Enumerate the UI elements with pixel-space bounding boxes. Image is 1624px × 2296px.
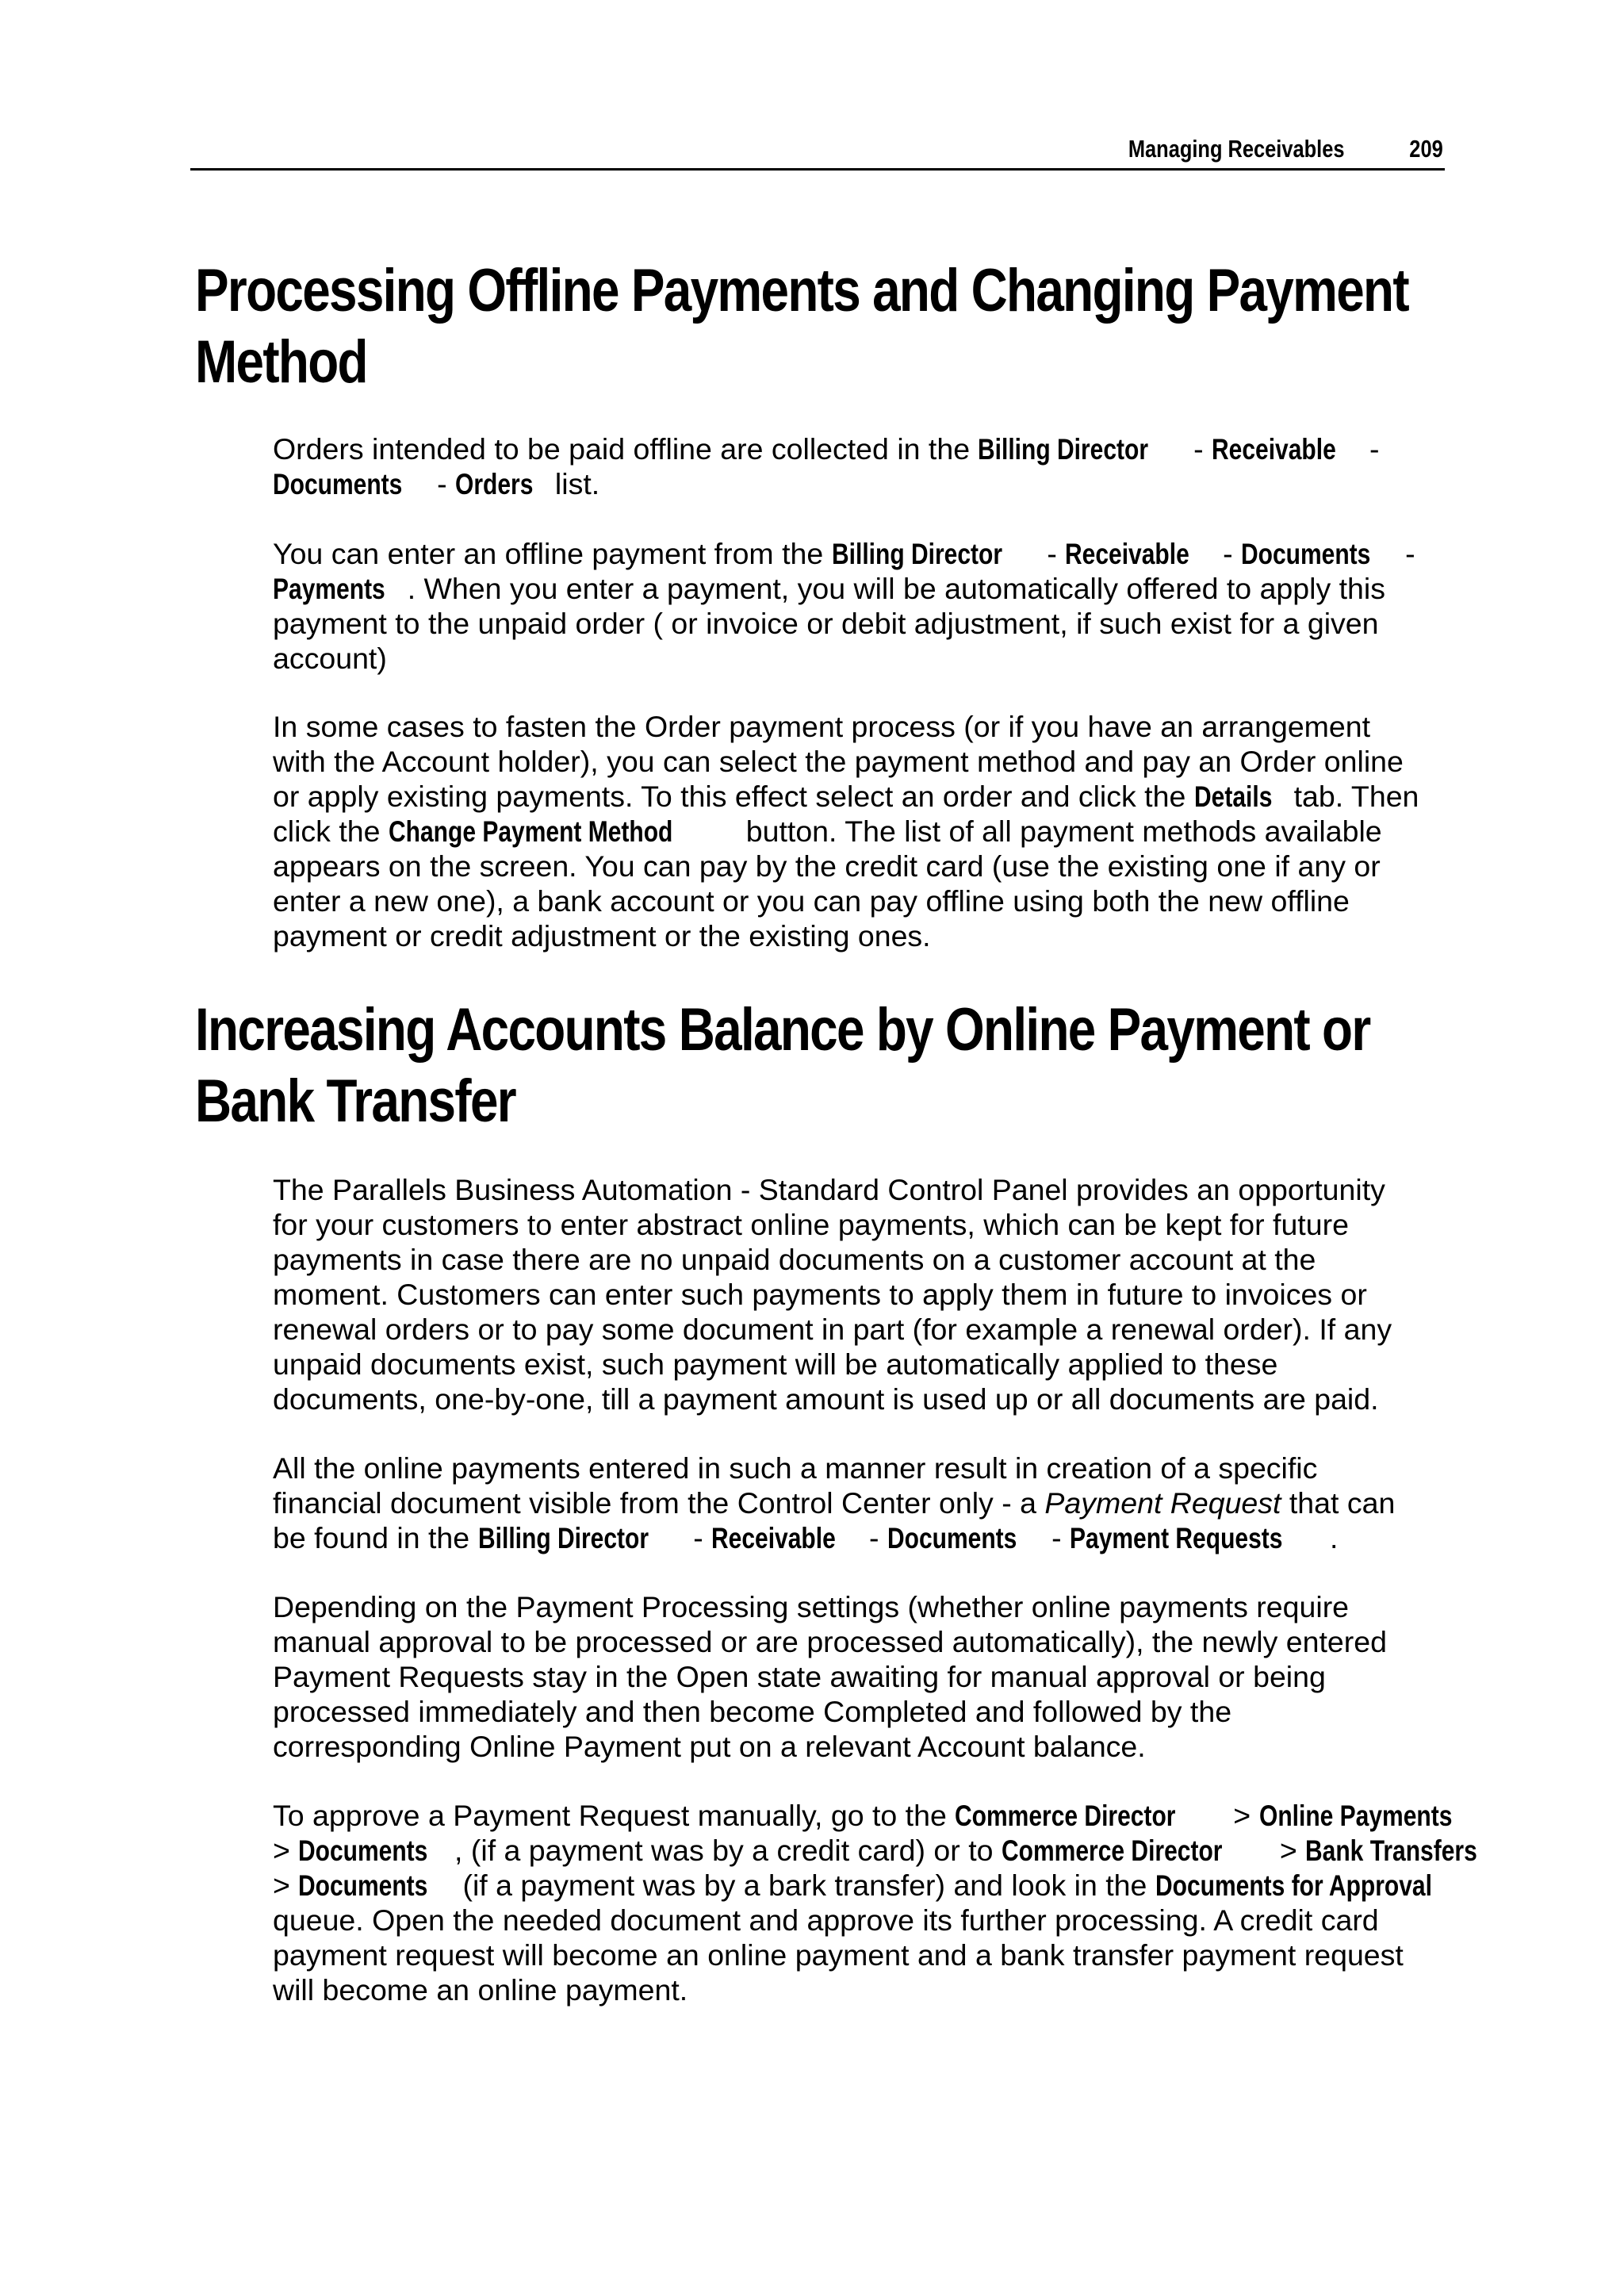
ui-label-documents: Documents bbox=[887, 1521, 1017, 1554]
paragraph: All the online payments entered in such a manner result in creation of a specific financial document visible from the Control Center only - a Payment Request that can be found in the Billing Director - Receivable - Documents - Payment Requests . bbox=[273, 1451, 1396, 1554]
ui-label-documents: Documents bbox=[1241, 537, 1371, 570]
heading-line: Method bbox=[195, 328, 367, 396]
ui-label-documents-for-approval: Documents for Approval bbox=[1155, 1869, 1432, 1902]
paragraph: The Parallels Business Automation - Standard Control Panel provides an opportunity for your customers to enter abstract online payments, which can be kept for future payments in case there are no unpaid documents on a customer account at the moment. Customers can enter such payments to apply them in future to invoices or renewal orders or to pay some document in part (for example a renewal order). If any unpaid documents exist, such payment will be automatically applied to these documents, one-by-one, till a payment amount is used up or all documents are paid. bbox=[273, 1173, 1392, 1416]
ui-label-commerce-director: Commerce Director bbox=[955, 1799, 1176, 1832]
ui-label-receivable: Receivable bbox=[711, 1521, 836, 1554]
paragraph: To approve a Payment Request manually, go to the Commerce Director > Online Payments > Documents , (if a payment was by a credit card) or to Commerce Director > Bank Transfers > Documents (if a payment was by a bark transfer) and look in the Documents for Approval queue. Open the needed document and approve its further processing. A credit card payment request will become an online payment and a bank transfer payment request will become an online payment. bbox=[273, 1799, 1477, 2007]
heading-line: Processing Offline Payments and Changing Payment bbox=[195, 257, 1408, 324]
ui-label-receivable: Receivable bbox=[1065, 537, 1190, 570]
paragraph: You can enter an offline payment from the Billing Director - Receivable - Documents - Payments . When you enter a payment, you will be automatically offered to apply this payment to the unpaid order ( or invoice or debit adjustment, if such exist for a given account) bbox=[273, 537, 1415, 675]
heading-line: Bank Transfer bbox=[195, 1068, 515, 1135]
heading-line: Increasing Accounts Balance by Online Payment or bbox=[195, 996, 1370, 1064]
paragraph: Depending on the Payment Processing settings (whether online payments require manual approval to be processed or are processed automatically), the newly entered Payment Requests stay in the Open state awaiting for manual approval or being processed immediately and then become Completed and followed by the corresponding Online Payment put on a relevant Account balance. bbox=[273, 1590, 1387, 1763]
paragraph: Orders intended to be paid offline are collected in the Billing Director - Receivable - Documents - Orders list. bbox=[273, 432, 1380, 500]
ui-label-commerce-director: Commerce Director bbox=[1001, 1834, 1223, 1867]
ui-label-documents: Documents bbox=[298, 1834, 428, 1867]
running-header bbox=[190, 127, 1445, 171]
section-heading-offline-payments bbox=[195, 255, 1408, 398]
ui-label-orders: Orders bbox=[455, 467, 534, 500]
term-payment-request: Payment Request bbox=[1044, 1486, 1281, 1520]
section-heading-account-balance bbox=[195, 995, 1370, 1137]
ui-label-receivable: Receivable bbox=[1212, 432, 1336, 466]
paragraph: In some cases to fasten the Order payment process (or if you have an arrangement with the Account holder), you can select the payment method and pay an Order online or apply existing payments. To this effect select an order and click the Details tab. Then click the Change Payment Method button. The list of all payment methods available appears on the screen. You can pay by the credit card (use the existing one if any or enter a new one), a bank account or you can pay offline using both the new offline payment or credit adjustment or the existing ones. bbox=[273, 710, 1419, 953]
ui-label-change-payment-method: Change Payment Method bbox=[388, 815, 673, 848]
ui-label-payments: Payments bbox=[273, 572, 385, 605]
ui-label-payment-requests: Payment Requests bbox=[1069, 1521, 1283, 1554]
ui-label-online-payments: Online Payments bbox=[1258, 1799, 1452, 1832]
ui-label-billing-director: Billing Director bbox=[477, 1521, 649, 1554]
running-header-title: Managing Receivables bbox=[1128, 135, 1345, 163]
ui-label-documents: Documents bbox=[298, 1869, 428, 1902]
ui-label-billing-director: Billing Director bbox=[831, 537, 1002, 570]
ui-label-billing-director: Billing Director bbox=[978, 432, 1149, 466]
ui-label-details: Details bbox=[1193, 780, 1273, 813]
ui-label-documents: Documents bbox=[273, 467, 403, 500]
ui-label-bank-transfers: Bank Transfers bbox=[1305, 1834, 1477, 1867]
page-number: 209 bbox=[1409, 135, 1443, 163]
